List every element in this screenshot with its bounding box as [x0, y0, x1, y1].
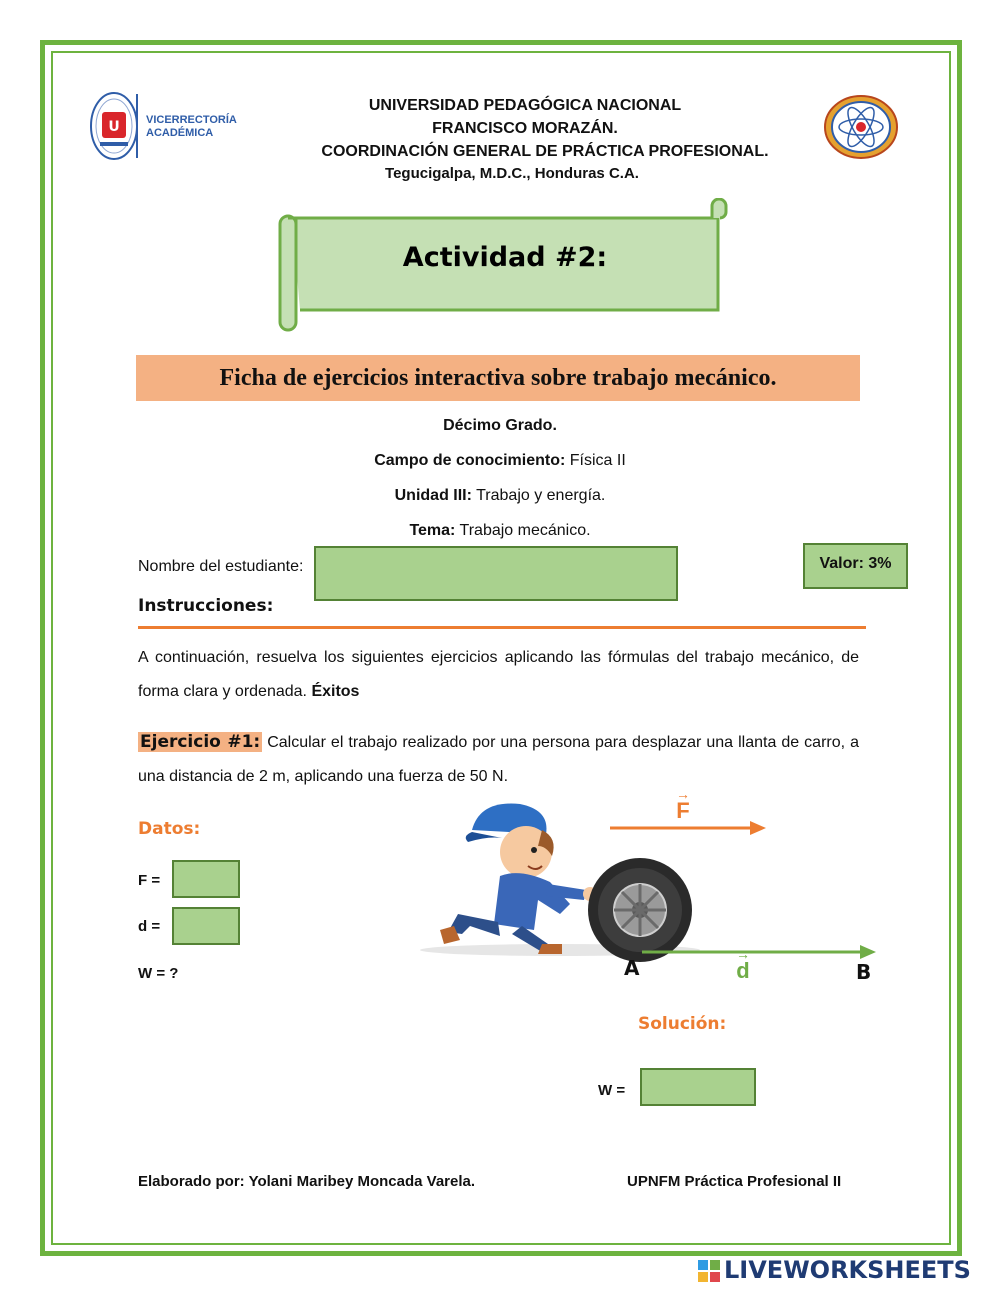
- point-b-label: B: [856, 960, 872, 984]
- student-name-label: Nombre del estudiante:: [138, 558, 304, 575]
- campo-value: Física II: [569, 452, 626, 469]
- header-location: Tegucigalpa, M.D.C., Honduras C.A.: [385, 165, 639, 182]
- datos-heading: Datos:: [138, 819, 201, 839]
- unidad-line: [260, 487, 740, 505]
- activity-scroll: [278, 198, 732, 334]
- d-label: d =: [138, 918, 161, 935]
- tema-line: [260, 522, 740, 540]
- w-unknown-label: W = ?: [138, 965, 179, 982]
- solution-w-label: W =: [598, 1082, 626, 1099]
- distance-label: d: [736, 958, 750, 983]
- worksheet-title: Ficha de ejercicios interactiva sobre trabajo mecánico.: [219, 365, 777, 391]
- instructions-heading: Instrucciones:: [138, 596, 274, 616]
- solution-heading: Solución:: [638, 1014, 727, 1034]
- force-label: F: [676, 798, 690, 823]
- campo-line: [260, 452, 740, 470]
- student-name-input[interactable]: [314, 546, 678, 601]
- tema-value: Trabajo mecánico.: [459, 522, 591, 539]
- practica-profesional-logo: [822, 94, 900, 160]
- footer-course: UPNFM Práctica Profesional II: [627, 1173, 842, 1190]
- instructions-divider: [138, 626, 866, 629]
- unidad-label: Unidad III:: [394, 487, 472, 504]
- campo-label: Campo de conocimiento:: [374, 452, 566, 469]
- header-university: UNIVERSIDAD PEDAGÓGICA NACIONAL: [368, 97, 682, 114]
- instructions-text: A continuación, resuelva los siguientes ejercicios aplicando las fórmulas del trabajo mecánico, de forma clara y ordenada.: [138, 649, 859, 700]
- svg-text:U: U: [108, 119, 120, 135]
- d-input[interactable]: [172, 907, 240, 945]
- upnfm-shield-icon: [88, 90, 140, 162]
- vicerrectoria-line2: ACADÉMICA: [146, 127, 214, 139]
- vicerrectoria-logo: [88, 90, 238, 162]
- liveworksheets-logo-icon: [698, 1260, 720, 1282]
- header-francisco: FRANCISCO MORAZÁN.: [432, 120, 618, 137]
- header-coordinacion: COORDINACIÓN GENERAL DE PRÁCTICA PROFESIONAL.: [321, 143, 769, 160]
- point-a-label: A: [624, 956, 640, 980]
- distance-arrow-icon: [640, 942, 880, 962]
- force-vector-label: → F: [676, 786, 690, 823]
- distance-vector-label: → d: [736, 946, 750, 983]
- unidad-value: Trabajo y energía.: [476, 487, 606, 504]
- tema-label: Tema:: [409, 522, 456, 539]
- f-label: F =: [138, 872, 161, 889]
- worksheet-banner: [136, 355, 860, 401]
- solution-w-input[interactable]: [640, 1068, 756, 1106]
- grade-line: Décimo Grado.: [443, 417, 557, 434]
- liveworksheets-text: LIVEWORKSHEETS: [724, 1256, 971, 1284]
- exercise-paragraph: [138, 725, 859, 794]
- f-input[interactable]: [172, 860, 240, 898]
- exercise-label: Ejercicio #1:: [140, 732, 261, 752]
- atom-emblem-icon: [822, 94, 900, 160]
- activity-title: Actividad #2:: [402, 242, 608, 273]
- footer-author: Elaborado por: Yolani Maribey Moncada Varela.: [138, 1173, 476, 1190]
- instructions-exitos: Éxitos: [311, 683, 360, 700]
- valor-badge: Valor: 3%: [803, 543, 908, 589]
- instructions-paragraph: [138, 641, 859, 709]
- vicerrectoria-line1: VICERRECTORÍA: [146, 114, 237, 126]
- exercise-text: Calcular el trabajo realizado por una persona para desplazar una llanta de carro, a una distancia de 2 m, aplicando una fuerza de 50 N.: [138, 734, 859, 785]
